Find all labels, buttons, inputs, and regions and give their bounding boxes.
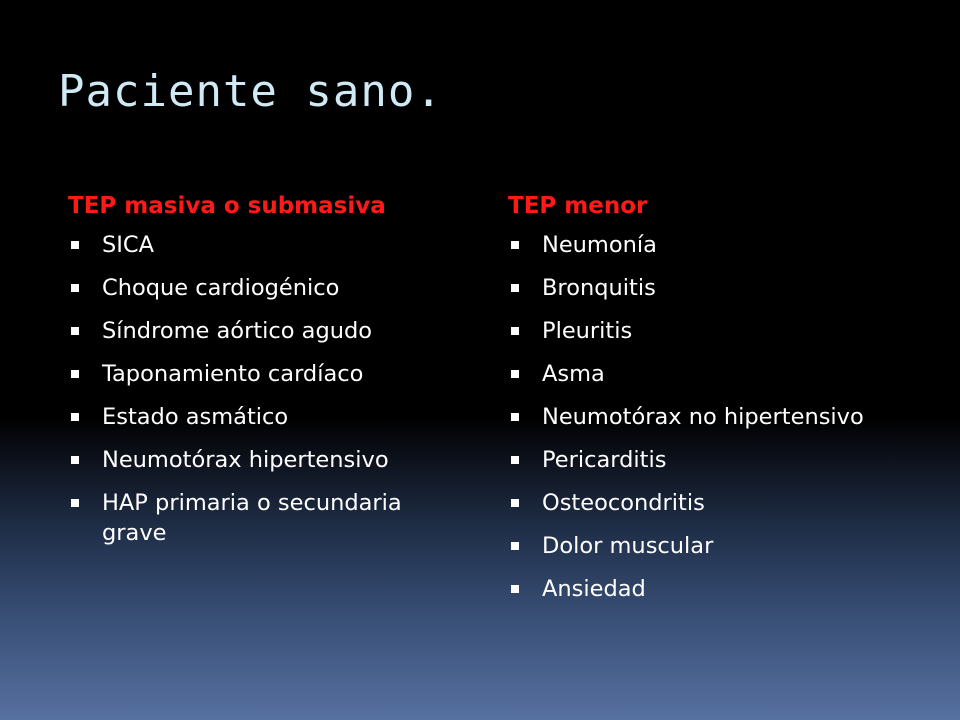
list-item-text: SICA xyxy=(102,232,155,258)
list-item xyxy=(68,359,468,389)
list-item xyxy=(68,273,468,303)
slide-title: Paciente sano. xyxy=(58,66,443,117)
left-column xyxy=(68,186,468,561)
list-item-text: HAP primaria o secundaria grave xyxy=(102,490,402,546)
right-column-heading: TEP menor xyxy=(508,193,648,219)
square-bullet-icon xyxy=(71,413,79,421)
list-item-text: Osteocondritis xyxy=(542,490,705,516)
square-bullet-icon xyxy=(511,499,519,507)
list-item-text: Pericarditis xyxy=(542,447,667,473)
list-item xyxy=(68,445,468,475)
square-bullet-icon xyxy=(511,241,519,249)
list-item-text: Neumotórax no hipertensivo xyxy=(542,404,864,430)
list-item xyxy=(508,359,908,389)
square-bullet-icon xyxy=(511,456,519,464)
list-item xyxy=(508,445,908,475)
list-item xyxy=(68,402,468,432)
square-bullet-icon xyxy=(71,499,79,507)
list-item-text: Pleuritis xyxy=(542,318,633,344)
square-bullet-icon xyxy=(71,456,79,464)
list-item-text: Asma xyxy=(542,361,605,387)
list-item xyxy=(68,230,468,260)
list-item xyxy=(508,531,908,561)
list-item-text: Taponamiento cardíaco xyxy=(102,361,364,387)
right-item-list xyxy=(508,230,908,604)
list-item xyxy=(508,574,908,604)
left-column-heading: TEP masiva o submasiva xyxy=(68,193,386,219)
square-bullet-icon xyxy=(511,542,519,550)
left-item-list xyxy=(68,230,468,548)
square-bullet-icon xyxy=(511,284,519,292)
list-item-text: Choque cardiogénico xyxy=(102,275,340,301)
list-item-text: Síndrome aórtico agudo xyxy=(102,318,373,344)
list-item xyxy=(508,230,908,260)
list-item-text: Neumonía xyxy=(542,232,657,258)
list-item xyxy=(508,316,908,346)
list-item-text: Estado asmático xyxy=(102,404,289,430)
list-item xyxy=(508,402,908,432)
square-bullet-icon xyxy=(511,327,519,335)
square-bullet-icon xyxy=(71,241,79,249)
list-item-text: Bronquitis xyxy=(542,275,656,301)
square-bullet-icon xyxy=(511,585,519,593)
list-item-text: Dolor muscular xyxy=(542,533,714,559)
square-bullet-icon xyxy=(511,413,519,421)
square-bullet-icon xyxy=(71,284,79,292)
list-item-text: Ansiedad xyxy=(542,576,646,602)
list-item xyxy=(68,316,468,346)
square-bullet-icon xyxy=(71,370,79,378)
list-item xyxy=(508,488,908,518)
list-item xyxy=(508,273,908,303)
list-item xyxy=(68,488,468,548)
square-bullet-icon xyxy=(71,327,79,335)
list-item-text: Neumotórax hipertensivo xyxy=(102,447,389,473)
square-bullet-icon xyxy=(511,370,519,378)
right-column xyxy=(508,186,908,617)
